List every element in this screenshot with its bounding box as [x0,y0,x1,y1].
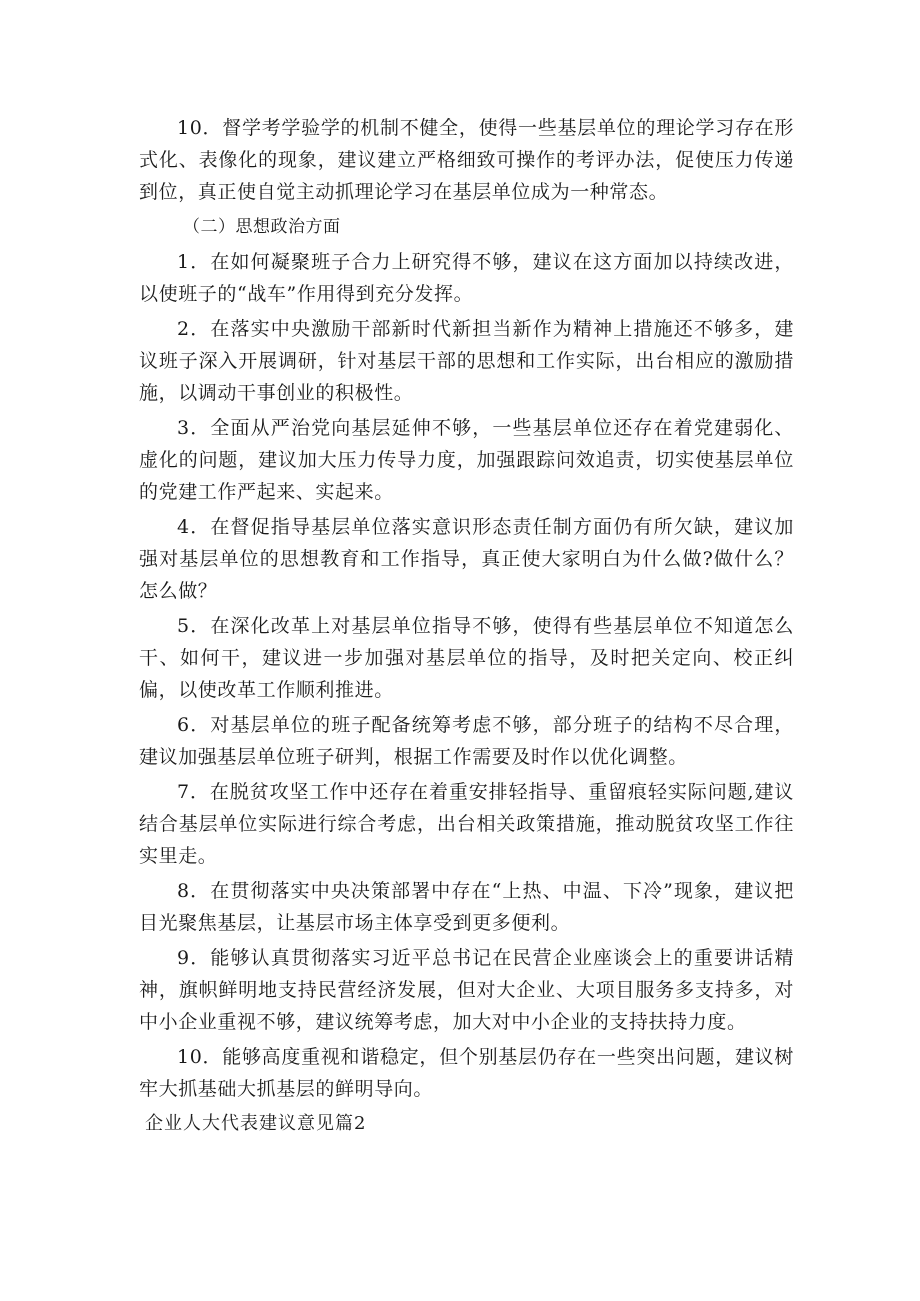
paragraph-item-7: 7．在脱贫攻坚工作中还存在着重安排轻指导、重留痕轻实际问题,建议结合基层单位实际进行综合考虑，出台相关政策措施，推动脱贫攻坚工作往实里走。 [139,781,794,867]
paragraph-item-3: 3．全面从严治党向基层延伸不够，一些基层单位还存在着党建弱化、虚化的问题，建议加大压力传导力度，加强跟踪问效追责，切实使基层单位的党建工作严起来、实起来。 [139,417,794,503]
paragraph-item-6: 6．对基层单位的班子配备统筹考虑不够，部分班子的结构不尽合理，建议加强基层单位班子研判，根据工作需要及时作以优化调整。 [139,714,794,768]
paragraph-item-4: 4．在督促指导基层单位落实意识形态责任制方面仍有所欠缺，建议加强对基层单位的思想教育和工作指导，真正使大家明白为什么做?做什么？怎么做？ [139,516,794,602]
paragraph-item-10: 10．督学考学验学的机制不健全，使得一些基层单位的理论学习存在形式化、表像化的现象，建议建立严格细致可操作的考评办法，促使压力传递到位，真正使自觉主动抓理论学习在基层单位成为一种常态。 [139,117,794,203]
section-heading: （二）思想政治方面 [183,217,341,237]
closing-heading: 企业人大代表建议意见篇2 [145,1113,367,1134]
paragraph-item-1: 1．在如何凝聚班子合力上研究得不够，建议在这方面加以持续改进，以使班子的“战车”作用得到充分发挥。 [139,251,794,305]
paragraph-item-2: 2．在落实中央激励干部新时代新担当新作为精神上措施还不够多，建议班子深入开展调研，针对基层干部的思想和工作实际，出台相应的激励措施，以调动干事创业的积极性。 [139,318,794,404]
paragraph-item-5: 5．在深化改革上对基层单位指导不够，使得有些基层单位不知道怎么干、如何干，建议进一步加强对基层单位的指导，及时把关定向、校正纠偏，以使改革工作顺利推进。 [139,615,794,701]
paragraph-item-8: 8．在贯彻落实中央决策部署中存在“上热、中温、下冷”现象，建议把目光聚焦基层，让基层市场主体享受到更多便利。 [139,880,794,934]
paragraph-item-9: 9．能够认真贯彻落实习近平总书记在民营企业座谈会上的重要讲话精神，旗帜鲜明地支持民营经济发展，但对大企业、大项目服务多支持多，对中小企业重视不够，建议统筹考虑，加大对中小企业的支持扶持力度。 [139,947,794,1033]
document-body [139,112,794,1140]
paragraph-item-10b: 10．能够高度重视和谐稳定，但个别基层仍存在一些突出问题，建议树牢大抓基础大抓基层的鲜明导向。 [139,1046,794,1100]
